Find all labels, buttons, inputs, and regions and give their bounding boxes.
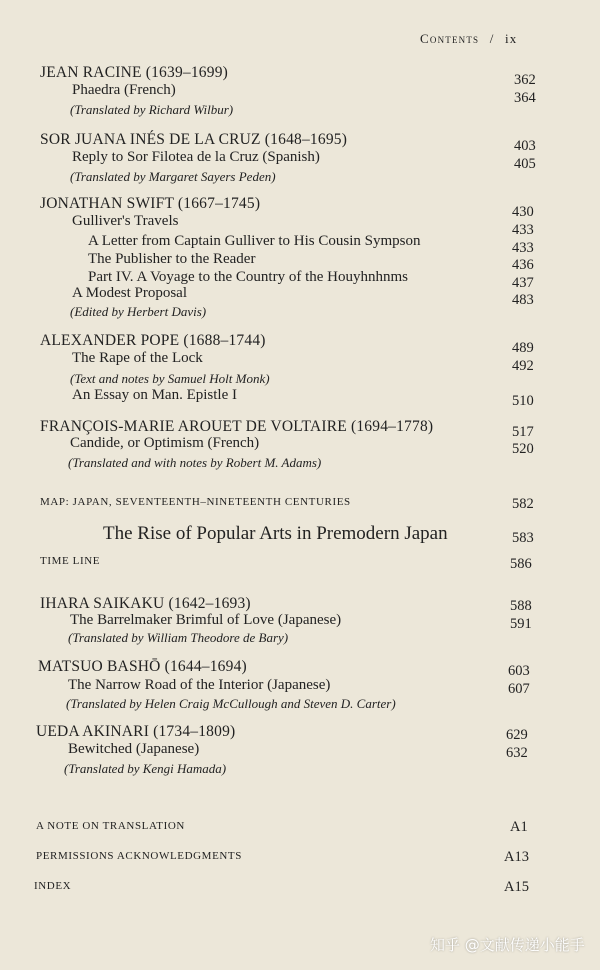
page-number: 430 (512, 204, 534, 220)
entry-subwork: Part IV. A Voyage to the Country of the Houyhnhnms (88, 269, 408, 285)
page-number: A13 (504, 849, 529, 865)
watermark: 知乎 @文献传递小能手 (430, 936, 585, 954)
page-number: 362 (514, 72, 536, 88)
timeline-entry: TIME LINE (40, 555, 101, 567)
section-title: The Rise of Popular Arts in Premodern Japan (103, 523, 448, 544)
page-number: 632 (506, 745, 528, 761)
entry-work: Phaedra (French) (72, 82, 176, 98)
page-number: 517 (512, 424, 534, 440)
page-number: 591 (510, 616, 532, 632)
entry-author-akinari: UEDA AKINARI (1734–1809) (36, 723, 236, 740)
index-entry: INDEX (34, 880, 72, 892)
permissions-entry: PERMISSIONS ACKNOWLEDGMENTS (36, 850, 242, 862)
entry-work: Candide, or Optimism (French) (70, 435, 260, 451)
page-number: 629 (506, 727, 528, 743)
page-number: 403 (514, 138, 536, 154)
page-number: 433 (512, 240, 534, 256)
page-number: A15 (504, 879, 529, 895)
entry-work: Bewitched (Japanese) (68, 741, 200, 757)
entry-subwork: The Publisher to the Reader (88, 251, 256, 267)
page-number: 586 (510, 556, 532, 572)
entry-author-basho: MATSUO BASHŌ (1644–1694) (38, 658, 247, 675)
running-head-separator: / (489, 31, 495, 46)
entry-subwork: A Letter from Captain Gulliver to His Cousin Sympson (88, 233, 421, 249)
entry-translator-note: (Translated by Margaret Sayers Peden) (70, 169, 276, 184)
page-number: 603 (508, 663, 530, 679)
entry-work: A Modest Proposal (72, 285, 188, 301)
entry-translator-note: (Translated by William Theodore de Bary) (68, 630, 289, 645)
entry-author-racine: JEAN RACINE (1639–1699) (40, 64, 229, 81)
page-number: 607 (508, 681, 530, 697)
entry-work: The Rape of the Lock (72, 350, 203, 366)
entry-author-voltaire: FRANÇOIS-MARIE AROUET DE VOLTAIRE (1694–1778) (40, 418, 434, 435)
running-head-page: ix (505, 31, 518, 46)
entry-translator-note: (Edited by Herbert Davis) (70, 304, 207, 319)
entry-work: An Essay on Man. Epistle I (72, 387, 237, 403)
entry-translator-note: (Translated and with notes by Robert M. Adams) (68, 455, 322, 470)
entry-work: Reply to Sor Filotea de la Cruz (Spanish) (72, 149, 320, 165)
entry-work: The Barrelmaker Brimful of Love (Japanese) (70, 612, 342, 628)
page-number: 437 (512, 275, 534, 291)
page-number: A1 (510, 819, 528, 835)
page-number: 582 (512, 496, 534, 512)
page-number: 583 (512, 530, 534, 546)
page-number: 433 (512, 222, 534, 238)
entry-work: The Narrow Road of the Interior (Japanese) (68, 677, 331, 693)
entry-author-sor-juana: SOR JUANA INÉS DE LA CRUZ (1648–1695) (40, 131, 348, 148)
entry-translator-note: (Translated by Richard Wilbur) (70, 102, 234, 117)
entry-author-swift: JONATHAN SWIFT (1667–1745) (40, 195, 261, 212)
entry-translator-note: (Text and notes by Samuel Holt Monk) (70, 371, 270, 386)
page-number: 405 (514, 156, 536, 172)
map-entry: MAP: JAPAN, SEVENTEENTH–NINETEENTH CENTURIES (40, 496, 351, 508)
page-number: 520 (512, 441, 534, 457)
entry-author-pope: ALEXANDER POPE (1688–1744) (40, 332, 266, 349)
page-number: 492 (512, 358, 534, 374)
page-number: 483 (512, 292, 534, 308)
running-head (420, 31, 518, 47)
page-number: 436 (512, 257, 534, 273)
page-number: 588 (510, 598, 532, 614)
page-number: 510 (512, 393, 534, 409)
running-head-title: Contents (420, 31, 480, 46)
entry-translator-note: (Translated by Helen Craig McCullough and Steven D. Carter) (66, 696, 396, 711)
entry-work: Gulliver's Travels (72, 213, 179, 229)
entry-translator-note: (Translated by Kengi Hamada) (64, 761, 227, 776)
translation-note-entry: A NOTE ON TRANSLATION (36, 820, 185, 832)
entry-author-saikaku: IHARA SAIKAKU (1642–1693) (40, 595, 251, 612)
page-number: 364 (514, 90, 536, 106)
page-number: 489 (512, 340, 534, 356)
